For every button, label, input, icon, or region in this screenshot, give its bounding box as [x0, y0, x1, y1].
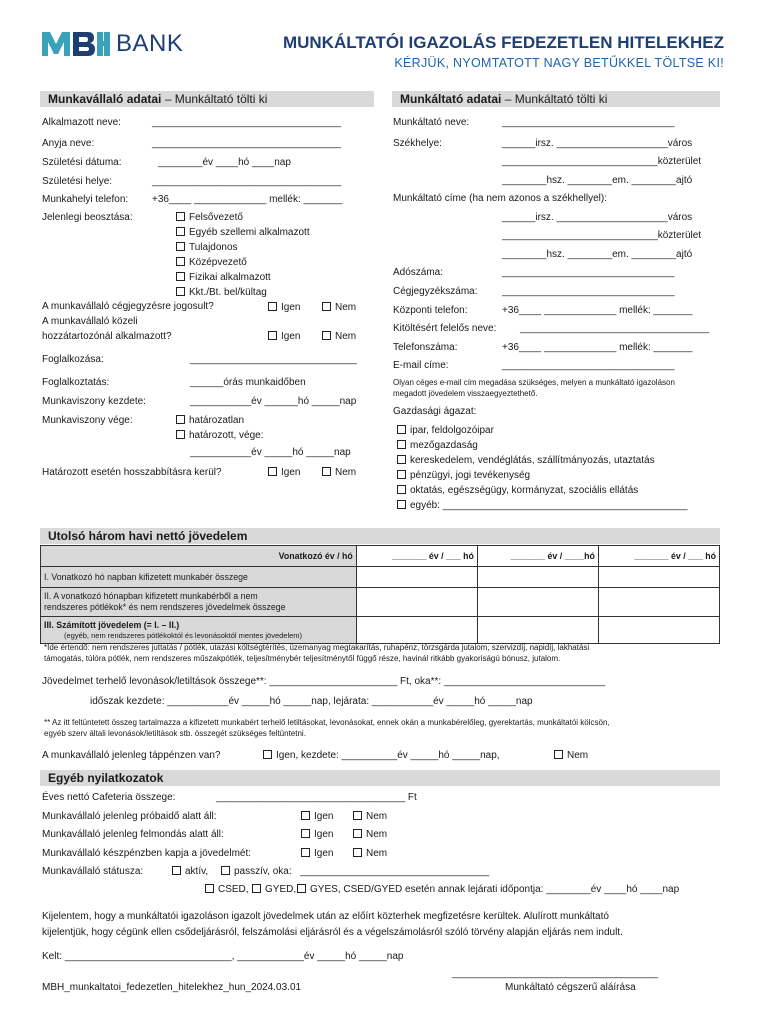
probation-no[interactable]: Nem — [353, 811, 387, 822]
seat-line-2[interactable]: ____________________________közterület — [502, 156, 702, 167]
footer-code: MBH_munkaltatoi_fedezetlen_hitelekhez_hun_2024.03.01 — [42, 982, 302, 993]
tax-field[interactable]: _______________________________ — [502, 267, 675, 278]
row-label-2: II. A vonatkozó hónapban kifizetett munkabérből a nem rendszeres pótlékok* és nem rendszeres jövedelmek összege — [41, 588, 357, 617]
work-phone-field[interactable]: +36____ _____________ mellék: _______ — [152, 194, 343, 205]
email-note-1: Olyan céges e-mail cím megadása szükséges, melyen a munkáltató igazoláson — [393, 378, 675, 387]
probation-yes[interactable]: Igen — [301, 811, 333, 822]
birthdate-label: Születési dátuma: — [42, 157, 122, 168]
employee-name-label: Alkalmazott neve: — [42, 117, 121, 128]
birthplace-field[interactable]: __________________________________ — [152, 176, 342, 187]
email-note-2: megadott jövedelem visszaegyeztethető. — [393, 389, 538, 398]
seat-line-1[interactable]: ______irsz. ____________________város — [502, 138, 693, 149]
checkbox-icon — [301, 811, 310, 820]
cash-label: Munkavállaló készpénzben kapja a jövedelmét: — [42, 848, 252, 859]
checkbox-icon — [397, 470, 406, 479]
checkbox-icon — [252, 884, 261, 893]
deduction-note-2: egyéb szerv általi levonások/letiltások stb. összegét szükséges feltüntetni. — [44, 729, 306, 738]
checkbox-icon — [268, 302, 277, 311]
signature-label: Munkáltató cégszerű aláírása — [505, 982, 636, 993]
checkbox-icon — [397, 485, 406, 494]
status-gyes[interactable]: GYES, CSED/GYED esetén annak lejárati időpontja: ________év ____hó ____nap — [297, 884, 679, 895]
status-gyed[interactable]: GYED, — [252, 884, 296, 895]
declaration-line-1: Kijelentem, hogy a munkáltatói igazoláson igazolt jövedelmek után az előírt közterhek megfizetésre kerültek. Alulírott munkáltató — [42, 911, 609, 922]
checkbox-icon — [353, 811, 362, 820]
sick-leave-no[interactable]: Nem — [554, 750, 588, 761]
deduction-note-1: ** Az itt feltüntetett összeg tartalmazza a kifizetett munkabért terhelő letiltásokat, levonásokat, ennek okán a munkabérelőleg, gyerektartás, munkáltatói kölcsön, — [44, 718, 610, 727]
notice-label: Munkavállaló jelenleg felmondás alatt áll: — [42, 829, 224, 840]
end-definite[interactable]: határozott, vége: — [176, 430, 264, 441]
page-title: MUNKÁLTATÓI IGAZOLÁS FEDEZETLEN HITELEKHEZ — [282, 33, 724, 52]
checkbox-icon — [205, 884, 214, 893]
extension-label: Határozott esetén hosszabbításra kerül? — [42, 467, 222, 478]
table-row — [41, 617, 720, 644]
checkbox-icon — [554, 750, 563, 759]
checkbox-icon — [263, 750, 272, 759]
checkbox-icon — [221, 866, 230, 875]
status-passive-reason-field[interactable]: __________________________________ — [300, 866, 490, 877]
employee-name-field[interactable]: __________________________________ — [152, 117, 342, 128]
mother-name-field[interactable]: __________________________________ — [152, 138, 342, 149]
cash-no[interactable]: Nem — [353, 848, 387, 859]
tel-label: Telefonszáma: — [393, 342, 458, 353]
sector-option-0[interactable]: ipar, feldolgozóipar — [397, 425, 494, 436]
sector-option-1[interactable]: mezőgazdaság — [397, 440, 478, 451]
table-cell[interactable] — [598, 567, 719, 588]
status-passive[interactable]: passzív, oka: — [221, 866, 292, 877]
col-header-2[interactable]: _______ év / ____hó — [477, 546, 598, 567]
work-phone-label: Munkahelyi telefon: — [42, 194, 129, 205]
address-line-3[interactable]: ________hsz. ________em. ________ajtó — [502, 249, 693, 260]
checkbox-icon — [176, 257, 185, 266]
position-option-3[interactable]: Középvezető — [176, 257, 247, 268]
position-option-1[interactable]: Egyéb szellemi alkalmazott — [176, 227, 310, 238]
checkbox-icon — [172, 866, 181, 875]
table-cell[interactable] — [356, 617, 477, 644]
sector-option-other[interactable]: egyéb: ____________________________________________ — [397, 500, 688, 511]
occupation-field[interactable]: ______________________________ — [190, 354, 357, 365]
address-line-2[interactable]: ____________________________közterület — [502, 230, 702, 241]
date-field[interactable]: Kelt: ______________________________, ____________év _____hó _____nap — [42, 951, 404, 962]
checkbox-icon — [397, 425, 406, 434]
sector-option-3[interactable]: pénzügyi, jogi tevékenység — [397, 470, 530, 481]
row-label-3: III. Számított jövedelem (= I. – II.) (egyéb, nem rendszeres pótlékoktól és levonásoktól mentes jövedelem) — [41, 617, 357, 644]
tel-field[interactable]: +36____ _____________ mellék: _______ — [502, 342, 693, 353]
end-date-field[interactable]: ___________év _____hó _____nap — [190, 447, 351, 458]
occupation-label: Foglalkozása: — [42, 354, 104, 365]
position-label: Jelenlegi beosztása: — [42, 212, 133, 223]
table-cell[interactable] — [598, 617, 719, 644]
income-note-1: *Ide értendő: nem rendszeres juttatás / pótlék, utazási költségtérítés, üzemanyag megtakarítás, ruhapénz, törzsgárda jutalom, szervizdíj, napidíj, lakhatási — [44, 643, 590, 652]
checkbox-icon — [397, 440, 406, 449]
checkbox-icon — [322, 302, 331, 311]
employer-section-header: Munkáltató adatai – Munkáltató tölti ki — [392, 91, 720, 107]
cafeteria-field[interactable]: __________________________________ Ft — [216, 792, 417, 803]
signatory-label: A munkavállaló cégjegyzésre jogosult? — [42, 301, 214, 312]
seat-label: Székhelye: — [393, 138, 442, 149]
checkbox-icon — [297, 884, 306, 893]
status-active[interactable]: aktív, — [172, 866, 208, 877]
tax-label: Adószáma: — [393, 267, 444, 278]
relative-yes[interactable]: Igen — [268, 331, 300, 342]
seat-line-3[interactable]: ________hsz. ________em. ________ajtó — [502, 175, 693, 186]
deduction-field[interactable]: Jövedelmet terhelő levonások/letiltások összege**: _______________________ Ft, oka**: _____________________________ — [42, 676, 606, 687]
table-cell[interactable] — [356, 567, 477, 588]
notice-no[interactable]: Nem — [353, 829, 387, 840]
position-option-0[interactable]: Felsővezető — [176, 212, 243, 223]
page-subtitle: KÉRJÜK, NYOMTATOTT NAGY BETŰKKEL TÖLTSE KI! — [394, 56, 724, 70]
table-cell[interactable] — [598, 588, 719, 617]
signatory-yes[interactable]: Igen — [268, 302, 300, 313]
central-phone-field[interactable]: +36____ _____________ mellék: _______ — [502, 305, 693, 316]
sector-option-2[interactable]: kereskedelem, vendéglátás, szállítmányozás, utaztatás — [397, 455, 655, 466]
employer-name-field[interactable]: _______________________________ — [502, 117, 675, 128]
table-cell[interactable] — [477, 588, 598, 617]
sector-label: Gazdasági ágazat: — [393, 406, 477, 417]
checkbox-icon — [322, 331, 331, 340]
sick-leave-label: A munkavállaló jelenleg táppénzen van? — [42, 750, 221, 761]
mbh-logo-icon — [40, 28, 110, 58]
position-option-4[interactable]: Fizikai alkalmazott — [176, 272, 271, 283]
checkbox-icon — [322, 467, 331, 476]
table-cell[interactable] — [477, 567, 598, 588]
notice-yes[interactable]: Igen — [301, 829, 333, 840]
employee-section-header: Munkavállaló adatai – Munkáltató tölti ki — [40, 91, 374, 107]
status-csed[interactable]: CSED, — [205, 884, 249, 895]
extension-yes[interactable]: Igen — [268, 467, 300, 478]
checkbox-icon — [176, 287, 185, 296]
checkbox-icon — [353, 829, 362, 838]
checkbox-icon — [176, 227, 185, 236]
checkbox-icon — [268, 467, 277, 476]
extension-no[interactable]: Nem — [322, 467, 356, 478]
probation-label: Munkavállaló jelenleg próbaidő alatt áll: — [42, 811, 217, 822]
cash-yes[interactable]: Igen — [301, 848, 333, 859]
income-note-2: támogatás, túlóra pótlék, nem rendszeres műszakpótlék, teljesítménybér teljesítménytől függő része, havinál ritkább gyakoriságú bónusz, jutalom. — [44, 654, 561, 663]
email-label: E-mail címe: — [393, 360, 449, 371]
bank-wordmark: BANK — [116, 30, 184, 57]
cafeteria-label: Éves nettó Cafeteria összege: — [42, 792, 176, 803]
start-field[interactable]: ___________év ______hó _____nap — [190, 396, 357, 407]
col-header-3[interactable]: _______ év / ___ hó — [598, 546, 719, 567]
start-label: Munkaviszony kezdete: — [42, 396, 146, 407]
declaration-line-2: kijelentjük, hogy cégünk ellen csődeljárásról, felszámolási eljárásról és a végelszámolásról szóló törvény alapján eljárás nem indult. — [42, 927, 623, 938]
checkbox-icon — [397, 455, 406, 464]
address-line-1[interactable]: ______irsz. ____________________város — [502, 212, 693, 223]
checkbox-icon — [397, 500, 406, 509]
table-row — [41, 546, 720, 567]
mother-name-label: Anyja neve: — [42, 138, 95, 149]
checkbox-icon — [268, 331, 277, 340]
row-label-1: I. Vonatkozó hó napban kifizetett munkabér összege — [41, 567, 357, 588]
relative-no[interactable]: Nem — [322, 331, 356, 342]
checkbox-icon — [353, 848, 362, 857]
income-section-header: Utolsó három havi nettó jövedelem — [40, 528, 720, 544]
table-cell[interactable] — [477, 617, 598, 644]
filler-field[interactable]: __________________________________ — [520, 323, 710, 334]
checkbox-icon — [301, 848, 310, 857]
table-row — [41, 588, 720, 617]
signature-line[interactable]: _____________________________________ — [452, 968, 658, 979]
ref-period-label: Vonatkozó év / hó — [41, 546, 357, 567]
signatory-no[interactable]: Nem — [322, 302, 356, 313]
col-header-1[interactable]: _______ év / ___ hó — [356, 546, 477, 567]
end-indefinite[interactable]: határozatlan — [176, 415, 244, 426]
birthdate-field[interactable]: ________év ____hó ____nap — [158, 157, 291, 168]
position-option-5[interactable]: Kkt./Bt. bel/kültag — [176, 287, 267, 298]
reg-field[interactable]: _______________________________ — [502, 286, 675, 297]
employer-name-label: Munkáltató neve: — [393, 117, 470, 128]
central-phone-label: Központi telefon: — [393, 305, 468, 316]
employment-field[interactable]: ______órás munkaidőben — [190, 377, 306, 388]
other-section-header: Egyéb nyilatkozatok — [40, 770, 720, 786]
relative-label-2: hozzátartozónál alkalmazott? — [42, 331, 172, 342]
checkbox-icon — [176, 430, 185, 439]
employment-label: Foglalkoztatás: — [42, 377, 110, 388]
checkbox-icon — [176, 242, 185, 251]
birthplace-label: Születési helye: — [42, 176, 113, 187]
reg-label: Cégjegyzékszáma: — [393, 286, 478, 297]
checkbox-icon — [176, 212, 185, 221]
email-field[interactable]: _______________________________ — [502, 360, 675, 371]
relative-label-1: A munkavállaló közeli — [42, 316, 138, 327]
status-label: Munkavállaló státusza: — [42, 866, 144, 877]
sector-option-4[interactable]: oktatás, egészségügy, kormányzat, szociális ellátás — [397, 485, 638, 496]
deduction-period-field[interactable]: időszak kezdete: ___________év _____hó _____nap, lejárata: ___________év _____hó _____nap — [90, 696, 533, 707]
address-label: Munkáltató címe (ha nem azonos a székhellyel): — [393, 193, 607, 204]
table-cell[interactable] — [356, 588, 477, 617]
table-row — [41, 567, 720, 588]
end-label: Munkaviszony vége: — [42, 415, 133, 426]
checkbox-icon — [301, 829, 310, 838]
position-option-2[interactable]: Tulajdonos — [176, 242, 238, 253]
filler-label: Kitöltésért felelős neve: — [393, 323, 497, 334]
checkbox-icon — [176, 415, 185, 424]
income-table — [40, 545, 720, 644]
sick-leave-yes[interactable]: Igen, kezdete: __________év _____hó _____nap, — [263, 750, 500, 761]
checkbox-icon — [176, 272, 185, 281]
